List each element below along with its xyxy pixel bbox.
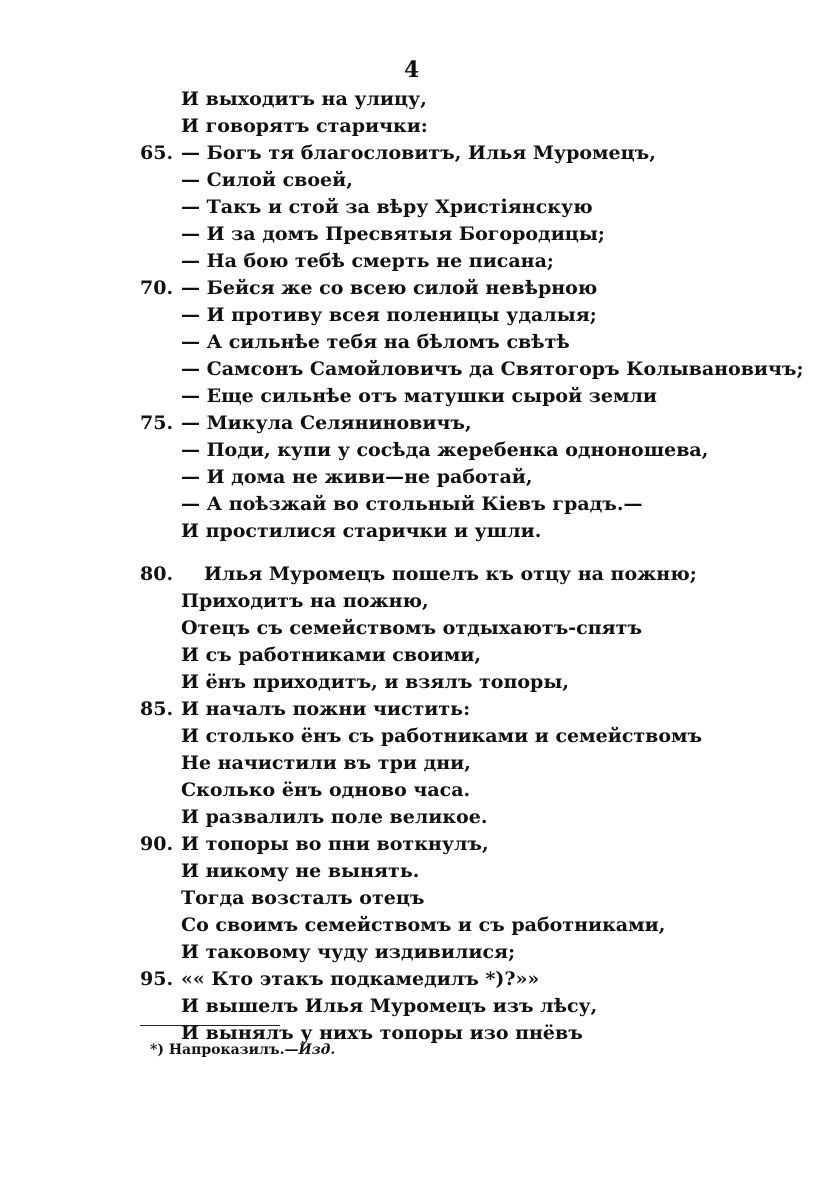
verse-line <box>0 939 840 966</box>
verse-text: И простилися старички и ушли. <box>181 520 542 542</box>
verse-line <box>0 588 840 615</box>
verse-line <box>0 302 840 329</box>
verse-text: Не начистили въ три дни, <box>181 752 471 774</box>
verse-text: И ёнъ приходитъ, и взялъ топоры, <box>181 671 569 693</box>
footnote-text: Напроказилъ.— <box>168 1042 299 1058</box>
verse-text: — Микула Селяниновичъ, <box>181 412 472 434</box>
verse-text: — И за домъ Пресвятыя Богородицы; <box>181 223 605 245</box>
verse-line <box>0 464 840 491</box>
verse-text: — Богъ тя благословитъ, Илья Муромецъ, <box>181 142 656 164</box>
verse-text: И таковому чуду издивилися; <box>181 941 516 963</box>
footnote-marker: *) <box>150 1042 164 1058</box>
verse-line <box>0 831 840 858</box>
verse-text: Тогда возсталъ отецъ <box>181 887 425 909</box>
line-number: 95. <box>140 968 174 990</box>
verse-text: И вышелъ Илья Муромецъ изъ лѣсу, <box>181 995 598 1017</box>
verse-line <box>0 518 840 545</box>
line-number: 80. <box>140 563 174 585</box>
verse-line <box>0 167 840 194</box>
verse-line <box>0 696 840 723</box>
verse-text: И никому не вынять. <box>181 860 420 882</box>
verse-line <box>0 491 840 518</box>
verse-line <box>0 642 840 669</box>
line-number: 65. <box>140 142 174 164</box>
verse-line <box>0 669 840 696</box>
line-number: 75. <box>140 412 174 434</box>
verse-line <box>0 410 840 437</box>
verse-text: — Поди, купи у сосѣда жеребенка одноношева, <box>181 439 709 461</box>
verse-text: И развалилъ поле великое. <box>181 806 488 828</box>
verse-line <box>0 561 840 588</box>
verse-line <box>0 86 840 113</box>
verse-text: И топоры во пни воткнулъ, <box>181 833 489 855</box>
verse-line <box>0 437 840 464</box>
verse-line <box>0 113 840 140</box>
verse-line <box>0 858 840 885</box>
verse-line <box>0 356 840 383</box>
verse-text: — Такъ и стой за вѣру Христіянскую <box>181 196 593 218</box>
verse-text: — И дома не живи—не работай, <box>181 466 533 488</box>
verse-text: «« Кто этакъ подкамедилъ *)?»» <box>181 968 540 990</box>
verse-text: — И противу всея поленицы удалыя; <box>181 304 597 326</box>
verse-text: Илья Муромецъ пошелъ къ отцу на пожню; <box>204 563 697 585</box>
footnote-divider <box>140 1025 280 1026</box>
verse-line <box>0 140 840 167</box>
verse-text: И выходитъ на улицу, <box>181 88 427 110</box>
verse-text: И съ работниками своими, <box>181 644 482 666</box>
verse-text: — На бою тебѣ смерть не писана; <box>181 250 554 272</box>
verse-text: Со своимъ семействомъ и съ работниками, <box>181 914 666 936</box>
verse-text: Сколько ёнъ одново часа. <box>181 779 471 801</box>
verse-text: — Бейся же со всею силой невѣрною <box>181 277 598 299</box>
verse-text: Отецъ съ семействомъ отдыхаютъ-спятъ <box>181 617 643 639</box>
verse-text: — Силой своей, <box>181 169 353 191</box>
verse-line <box>0 194 840 221</box>
verse-line <box>0 275 840 302</box>
verse-text: — Самсонъ Самойловичъ да Святогоръ Колывановичъ; <box>181 358 804 380</box>
verse-line <box>0 750 840 777</box>
verse-line <box>0 329 840 356</box>
verse-line <box>0 221 840 248</box>
verse-line <box>0 777 840 804</box>
verse-line <box>0 383 840 410</box>
verse-text: — Еще сильнѣе отъ матушки сырой земли <box>181 385 658 407</box>
verse-line <box>0 248 840 275</box>
line-number: 70. <box>140 277 174 299</box>
verse-block <box>0 86 840 1047</box>
verse-line <box>0 1020 840 1047</box>
line-number: 85. <box>140 698 174 720</box>
verse-text: И столько ёнъ съ работниками и семействомъ <box>181 725 703 747</box>
verse-text: И началъ пожни чистить: <box>181 698 471 720</box>
page-number: 4 <box>404 57 420 83</box>
footnote <box>150 1042 335 1058</box>
footnote-editor: Изд. <box>298 1042 336 1058</box>
verse-text: Приходитъ на пожню, <box>181 590 429 612</box>
verse-text: И говорятъ старички: <box>181 115 428 137</box>
verse-line <box>0 615 840 642</box>
verse-line <box>0 993 840 1020</box>
verse-line <box>0 885 840 912</box>
verse-text: — А сильнѣе тебя на бѣломъ свѣтѣ <box>181 331 570 353</box>
verse-line <box>0 912 840 939</box>
verse-line <box>0 966 840 993</box>
verse-line <box>0 804 840 831</box>
line-number: 90. <box>140 833 174 855</box>
verse-text: — А поѣзжай во стольный Кіевъ градъ.— <box>181 493 643 515</box>
verse-line <box>0 723 840 750</box>
verse-text: И вынялъ у нихъ топоры изо пнёвъ <box>181 1022 583 1044</box>
